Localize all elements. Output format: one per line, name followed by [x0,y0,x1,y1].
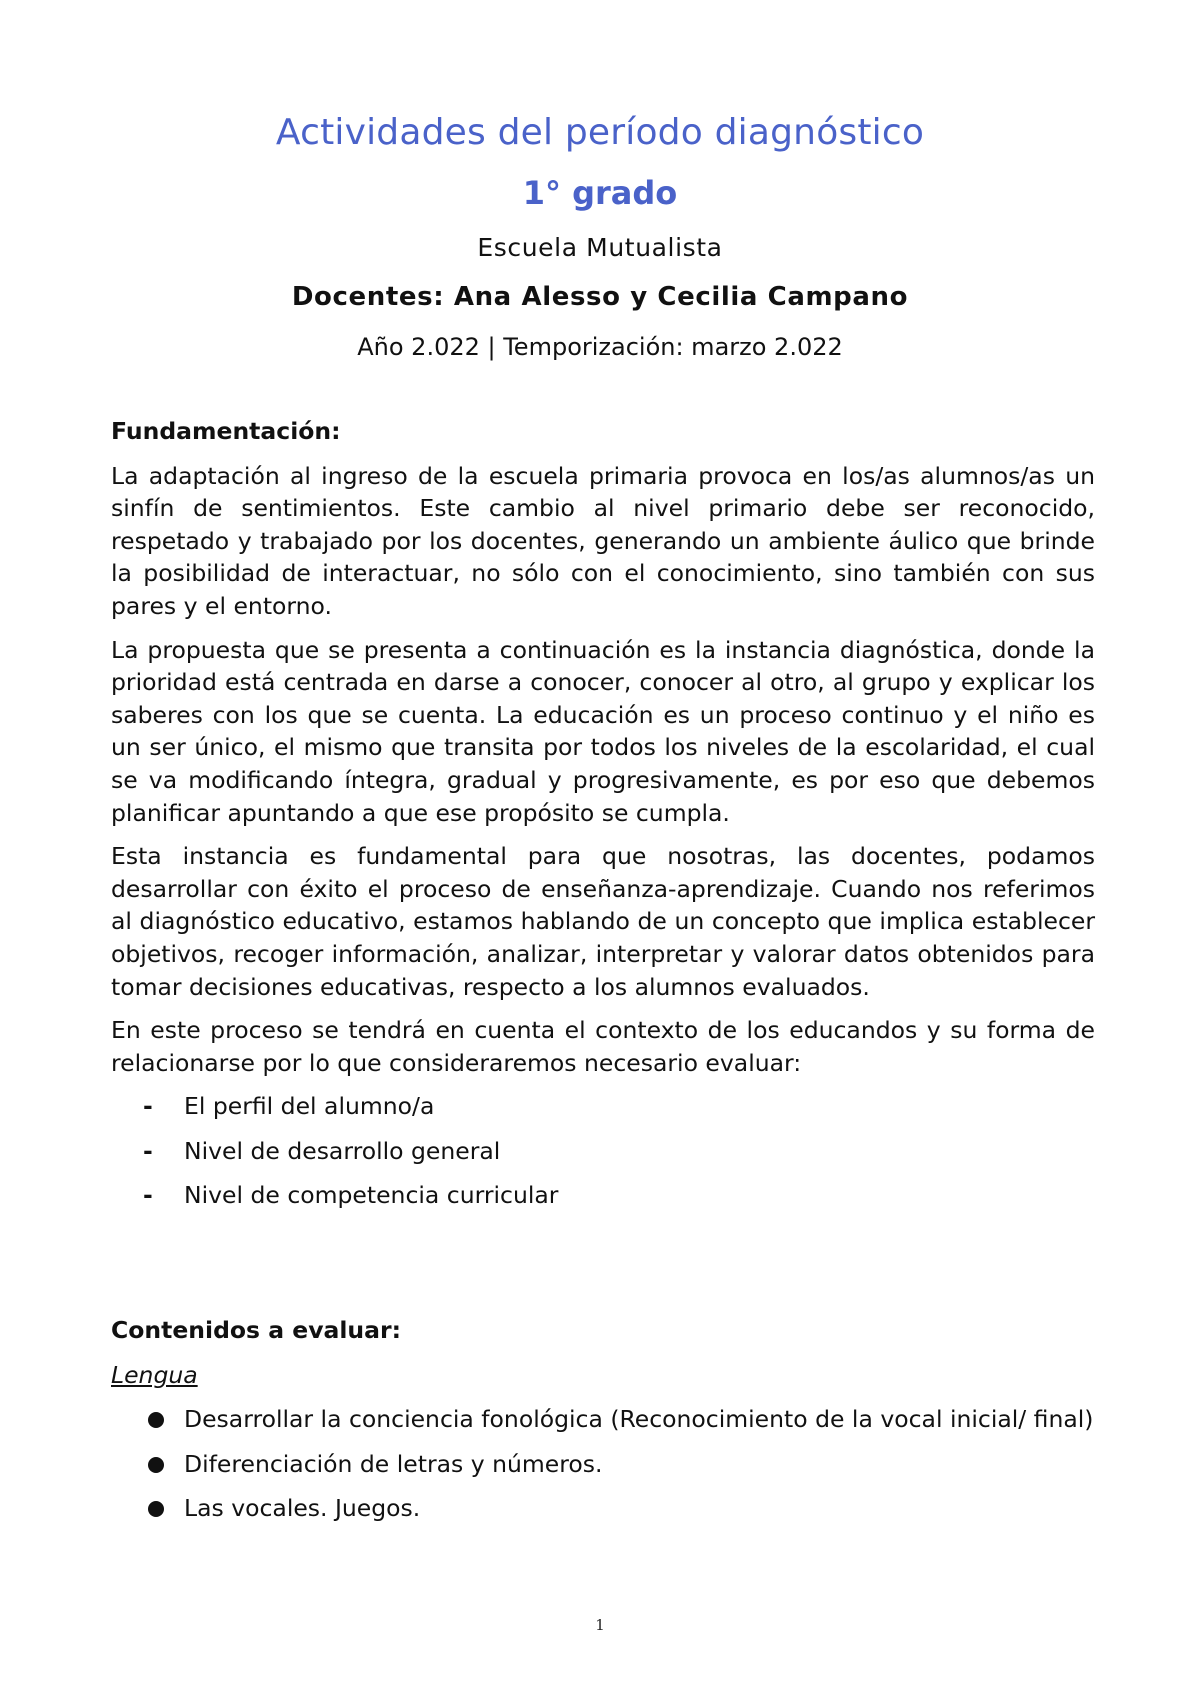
list-item [111,1403,1095,1436]
grade-heading: 1° grado [522,174,678,212]
subject-heading: Lengua [111,1360,198,1389]
list-item [111,1179,1095,1212]
spacer [111,1224,1095,1314]
dash-bullet: - [143,1092,153,1121]
bullet-icon [148,1501,164,1517]
list-item [111,1492,1095,1525]
list-item-text: Nivel de competencia curricular [184,1181,559,1210]
paragraph: La propuesta que se presenta a continuación es la instancia diagnóstica, donde la prioridad está centrada en darse a conocer, conocer al otro, al grupo y explicar los saberes con los que se cuenta. La educación es un proceso continuo y el niño es un ser único, el mismo que transita por todos los niveles de la escolaridad, el cual se va modificando íntegra, gradual y progresivamente, es por eso que debemos planificar apuntando a que ese propósito se cumpla. [111,635,1095,827]
dash-bullet: - [143,1181,153,1210]
fundamentacion-heading: Fundamentación: [111,417,341,445]
page-number: 1 [595,1616,605,1634]
evaluation-list [111,1090,1095,1212]
contenidos-heading: Contenidos a evaluar: [111,1316,401,1345]
bullet-icon [148,1412,164,1428]
list-item-text: Las vocales. Juegos. [184,1494,421,1523]
list-item-text: Desarrollar la conciencia fonológica (Reconocimiento de la vocal inicial/ final) [184,1405,1094,1434]
list-item-text: El perfil del alumno/a [184,1092,435,1121]
paragraph: La adaptación al ingreso de la escuela primaria provoca en los/as alumnos/as un sinfín de sentimientos. Este cambio al nivel primario debe ser reconocido, respetado y trabajado por los docentes, generando un ambiente áulico que brinde la posibilidad de interactuar, no sólo con el conocimiento, sino también con sus pares y el entorno. [111,461,1095,620]
document-body [111,415,1095,1537]
contents-list [111,1403,1095,1525]
paragraph: En este proceso se tendrá en cuenta el contexto de los educandos y su forma de relacionarse por lo que consideraremos necesario evaluar: [111,1016,1095,1077]
list-item [111,1090,1095,1123]
year-line: Año 2.022 | Temporización: marzo 2.022 [357,333,843,361]
list-item [111,1448,1095,1481]
paragraph: Esta instancia es fundamental para que nosotras, las docentes, podamos desarrollar con éxito el proceso de enseñanza-aprendizaje. Cuando nos referimos al diagnóstico educativo, estamos hablando de un concepto que implica establecer objetivos, recoger información, analizar, interpretar y valorar datos obtenidos para tomar decisiones educativas, respecto a los alumnos evaluados. [111,842,1095,1001]
school-name: Escuela Mutualista [477,233,723,262]
list-item-text: Nivel de desarrollo general [184,1136,501,1165]
dash-bullet: - [143,1136,153,1165]
document-title: Actividades del período diagnóstico [275,112,925,153]
bullet-icon [148,1457,164,1473]
list-item-text: Diferenciación de letras y números. [184,1449,603,1478]
list-item [111,1135,1095,1168]
teachers-line: Docentes: Ana Alesso y Cecilia Campano [291,282,909,312]
